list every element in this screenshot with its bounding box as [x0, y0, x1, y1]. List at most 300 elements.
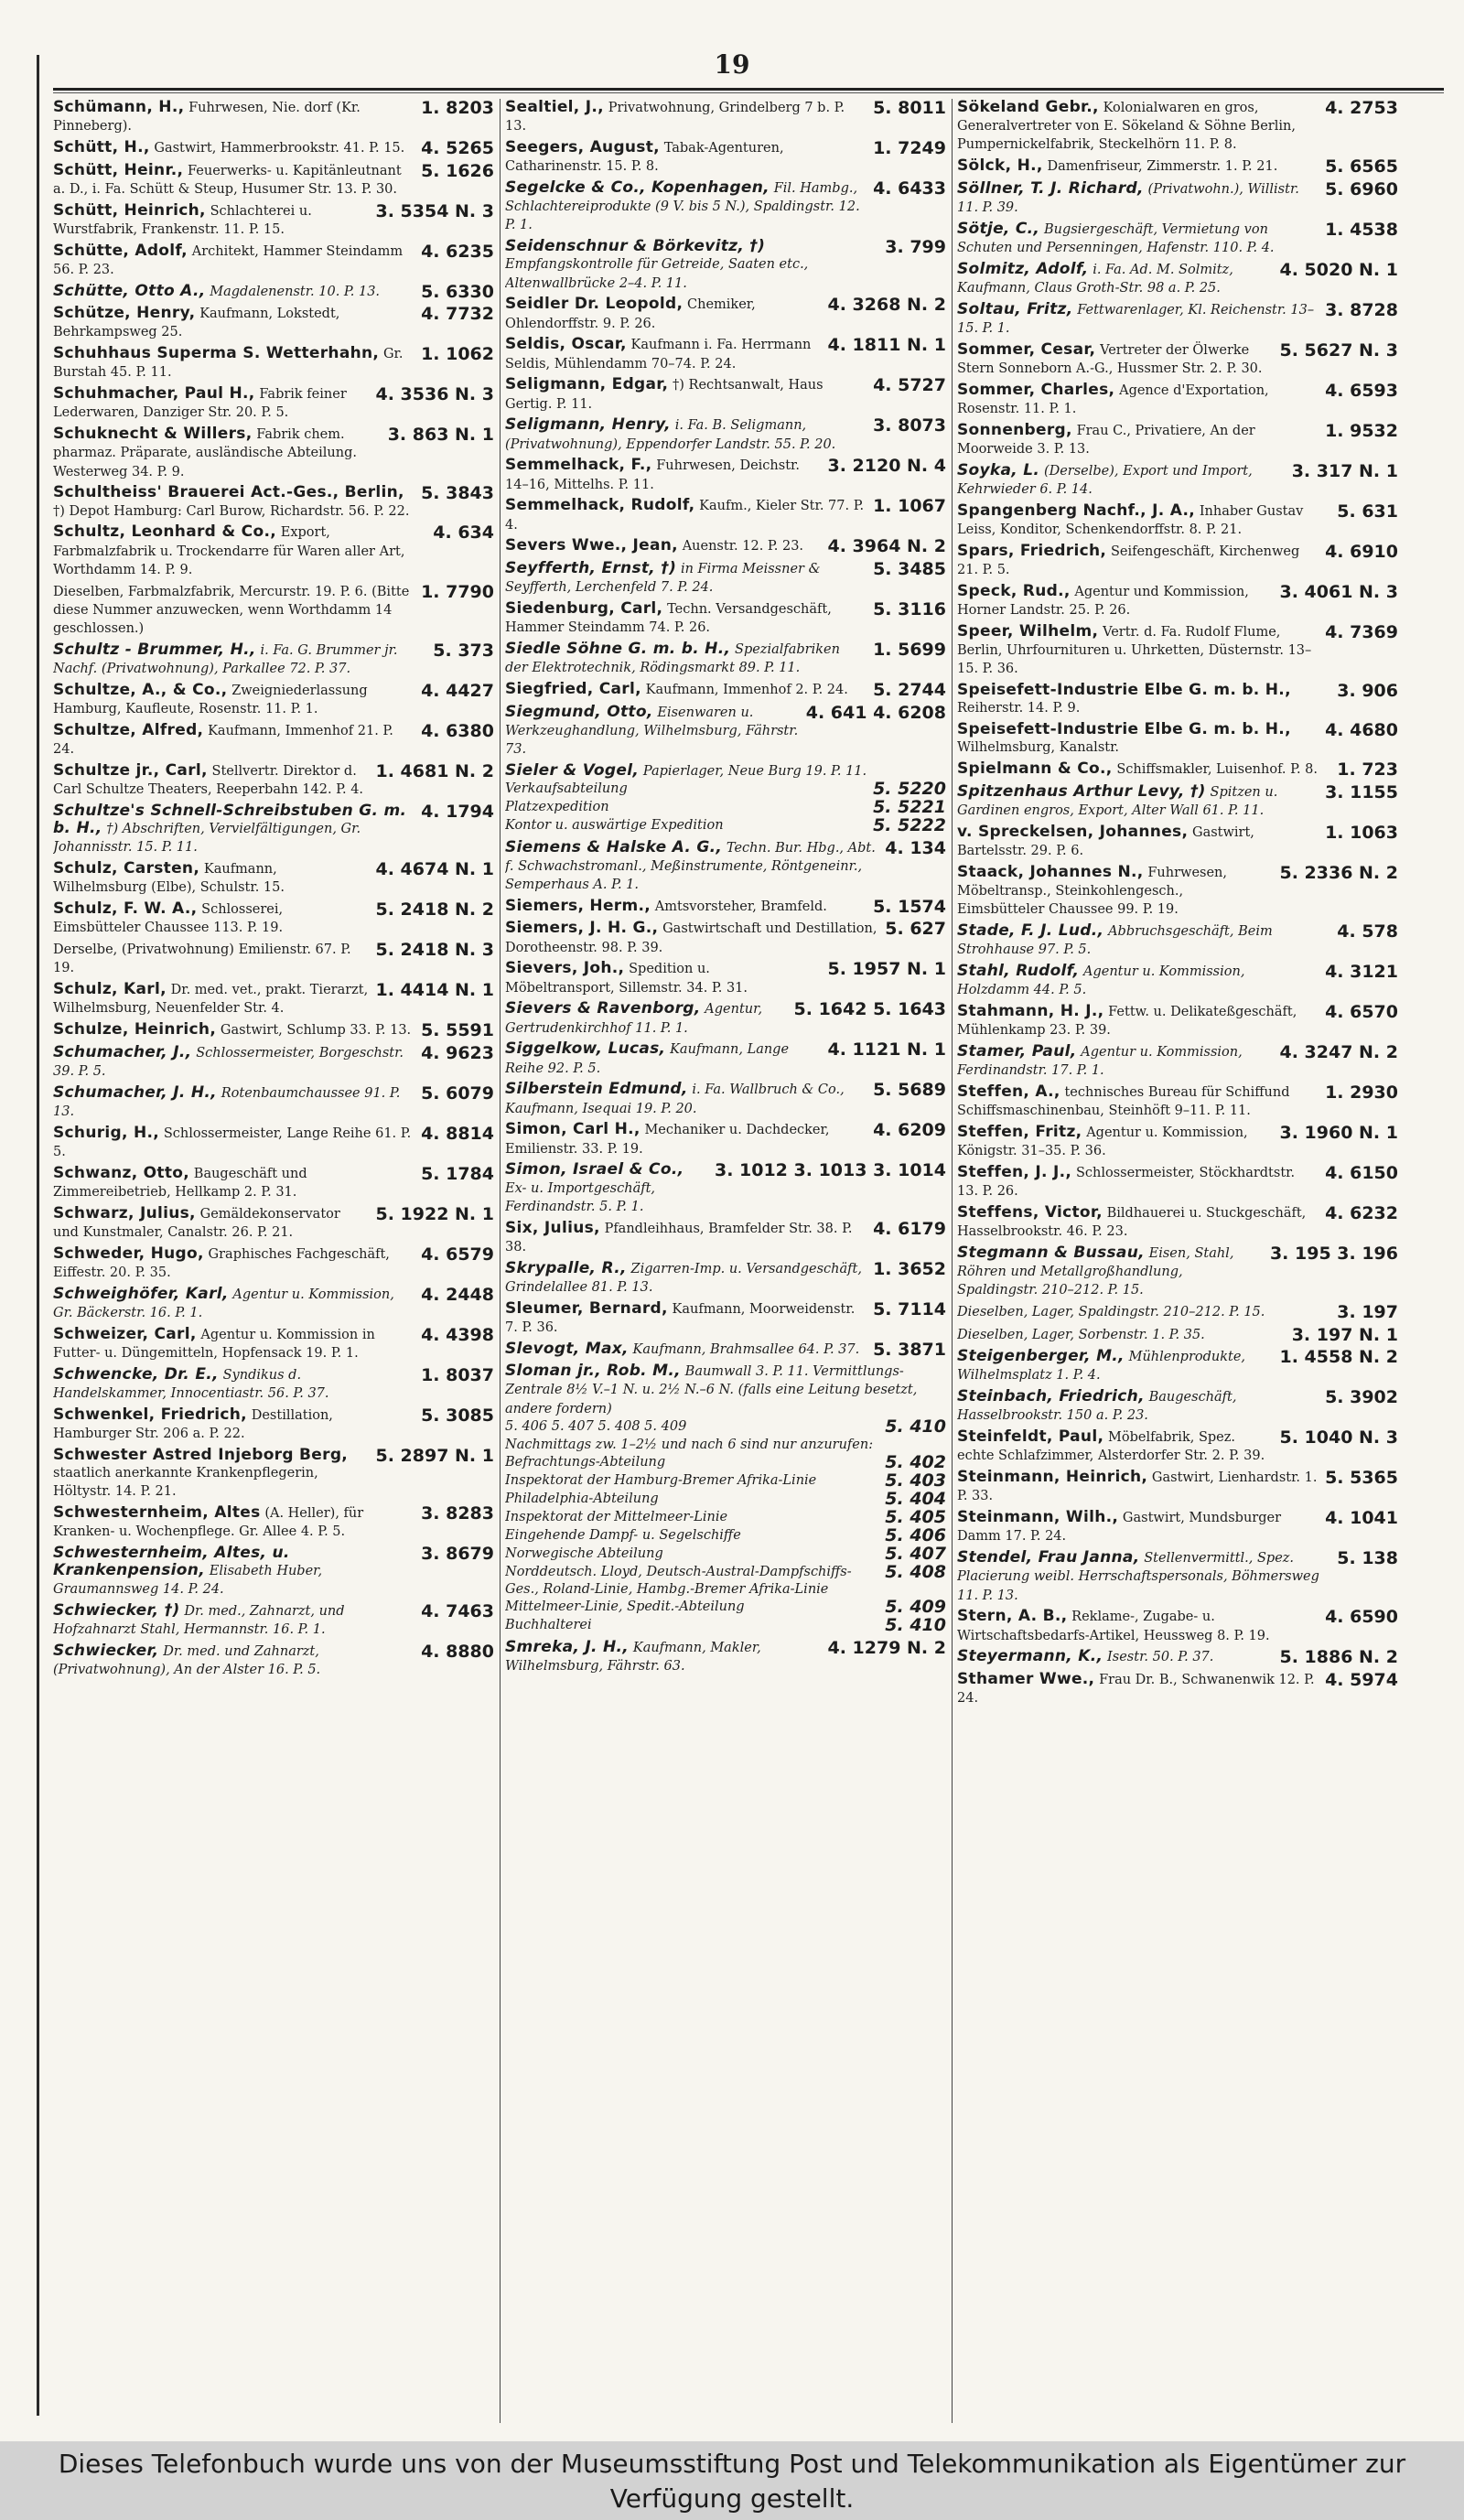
directory-entry: [505, 179, 948, 235]
entry-details: Bildhauerei u. Stuckgeschäft, Hasselbrookstr. 46. P. 23.: [957, 1205, 1307, 1239]
directory-entry: [957, 824, 1400, 860]
entry-details: Fabrik feiner Lederwaren, Danziger Str. 20. P. 5.: [53, 387, 347, 421]
header-rule: [53, 88, 1444, 91]
directory-entry: [957, 1549, 1400, 1605]
sub-entry: [505, 1418, 946, 1437]
entry-name: Schultz - Brummer, H.,: [53, 640, 256, 659]
entry-details: Schlossermeister, Stöckhardtstr. 13. P. 26.: [957, 1165, 1296, 1199]
sub-entry: [505, 1472, 946, 1491]
directory-entry: [505, 600, 948, 637]
entry-details: Gastwirt, Bartelsstr. 29. P. 6.: [957, 824, 1254, 858]
entry-name: Soltau, Fritz,: [957, 299, 1073, 318]
entry-details: Inhaber Gustav Leiss, Konditor, Schenkendorffstr. 8. P. 21.: [957, 503, 1304, 537]
entry-name: Sleumer, Bernard,: [505, 1298, 668, 1318]
phone-number: 4. 6590: [1325, 1607, 1398, 1628]
entry-name: Schultze, Alfred,: [53, 720, 204, 739]
phone-number: 3. 906: [1337, 681, 1398, 701]
entry-name: Steffen, A.,: [957, 1082, 1060, 1101]
phone-number: 5. 2418 N. 2: [375, 899, 494, 920]
entry-name: Six, Julius,: [505, 1218, 600, 1237]
phone-number: 5. 2897 N. 1: [375, 1445, 494, 1466]
entry-details: Stellvertr. Direktor d. Carl Schultze Theaters, Reeperbahn 142. P. 4.: [53, 763, 364, 797]
directory-entry: [53, 242, 496, 279]
directory-entry: [957, 760, 1400, 780]
entry-details: i. Fa. G. Brummer jr. Nachf. (Privatwohnung), Parkallee 72. P. 37.: [53, 642, 398, 676]
entry-name: Sthamer Wwe.,: [957, 1669, 1095, 1688]
entry-name: Schütte, Otto A.,: [53, 281, 206, 300]
phone-number: 5. 5689: [873, 1080, 946, 1101]
phone-number: 3. 5354 N. 3: [375, 200, 494, 221]
entry-details: Eisen, Stahl, Röhren und Metallgroßhandlung, Spaldingstr. 210–212. P. 15.: [957, 1245, 1234, 1298]
directory-entry: [957, 963, 1400, 999]
phone-number: 4. 4398: [421, 1324, 494, 1345]
directory-entry: [505, 296, 948, 332]
directory-entry: [957, 382, 1400, 418]
entry-details: Frau C., Privatiere, An der Moorweide 3. P. 13.: [957, 423, 1255, 457]
phone-number: 4. 3536 N. 3: [375, 384, 494, 405]
sub-entry: [505, 1509, 946, 1527]
directory-entry: [53, 139, 496, 158]
directory-entry: [957, 341, 1400, 378]
directory-entry: [505, 1341, 948, 1360]
entry-details: Fettw. u. Delikateßgeschäft, Mühlenkamp 23. P. 39.: [957, 1004, 1297, 1038]
phone-number: 3. 799: [885, 237, 946, 258]
sub-entry-label: Eingehende Dampf- u. Segelschiffe: [505, 1528, 741, 1543]
phone-number: 5. 1784: [421, 1163, 494, 1184]
entry-details: Schiffsmakler, Luisenhof. P. 8.: [1116, 762, 1319, 777]
entry-name: Seligmann, Edgar,: [505, 375, 669, 394]
phone-number: 1. 1063: [1325, 822, 1398, 843]
sub-entry: [505, 817, 946, 835]
entry-name: Schumacher, J. H.,: [53, 1082, 217, 1102]
directory-entry: [957, 1164, 1400, 1201]
entry-details: (A. Heller), für Kranken- u. Wochenpflege. Gr. Allee 4. P. 5.: [53, 1505, 364, 1539]
entry-name: Steffens, Victor,: [957, 1202, 1103, 1222]
phone-number: 5. 2418 N. 3: [375, 940, 494, 960]
phone-number: 4. 6433: [873, 178, 946, 199]
directory-entry: [957, 1303, 1400, 1322]
directory-entry: [505, 960, 948, 996]
directory-entry: [957, 583, 1400, 619]
entry-name: Steinfeldt, Paul,: [957, 1427, 1104, 1447]
entry-name: Schümann, H.,: [53, 99, 185, 116]
phone-number: 5. 407: [885, 1545, 946, 1564]
entry-name: Semmelhack, Rudolf,: [505, 496, 695, 515]
entry-details: Fil. Hambg., Schlachtereiprodukte (9 V. bis 5 N.), Spaldingstr. 12. P. 1.: [505, 181, 860, 233]
sub-entry: [505, 1491, 946, 1509]
directory-entry: [53, 1084, 496, 1121]
directory-entry: [53, 1021, 496, 1040]
directory-entry: [505, 839, 948, 895]
entry-details: Fabrik chem. pharmaz. Präparate, ausländische Abteilung. Westerweg 34. P. 9.: [53, 427, 357, 479]
directory-entry: [505, 238, 948, 293]
phone-number: 4. 5265: [421, 138, 494, 158]
entry-name: Seidler Dr. Leopold,: [505, 295, 684, 314]
entry-name: Sealtiel, J.,: [505, 99, 604, 116]
entry-details: Tabak-Agenturen, Catharinenstr. 15. P. 8.: [505, 141, 784, 175]
directory-entry: [53, 162, 496, 199]
phone-number: 4. 8880: [421, 1642, 494, 1662]
directory-entry: [53, 1504, 496, 1541]
directory-entry: [505, 920, 948, 956]
phone-number: 3. 8728: [1325, 299, 1398, 320]
phone-number: 5. 1574: [873, 896, 946, 917]
directory-entry: [957, 721, 1400, 757]
directory-entry: [505, 704, 948, 759]
phone-number: 1. 2930: [1325, 1082, 1398, 1103]
entry-details: Techn. Bur. Hbg., Abt. f. Schwachstromanl., Meßinstrumente, Röntgeneinr., Semperhaus A. P. 1.: [505, 840, 876, 892]
sub-entry-label: Verkaufsabteilung: [505, 781, 628, 796]
directory-entry: [505, 1220, 948, 1256]
entry-name: Schultze jr., Carl,: [53, 760, 208, 780]
entry-details: †) Abschriften, Vervielfältigungen, Gr. Johannisstr. 15. P. 11.: [53, 822, 361, 856]
phone-number: 5. 409: [885, 1599, 946, 1618]
directory-entry: [957, 1648, 1400, 1667]
entry-details: Gastwirt, Mundsburger Damm 17. P. 24.: [957, 1511, 1282, 1545]
entry-details: Syndikus d. Handelskammer, Innocentiastr. 56. P. 37.: [53, 1367, 329, 1401]
entry-name: Seligmann, Henry,: [505, 415, 671, 435]
directory-entry: [53, 722, 496, 759]
phone-number: 4. 6593: [1325, 380, 1398, 401]
directory-entry: [957, 1509, 1400, 1545]
phone-number: 1. 1067: [873, 496, 946, 517]
entry-details: Mechaniker u. Dachdecker, Emilienstr. 33. P. 19.: [505, 1123, 830, 1157]
entry-details: Derselbe, (Privatwohnung) Emilienstr. 67. P. 19.: [53, 942, 351, 976]
entry-details: Empfangskontrolle für Getreide, Saaten etc., Altenwallbrücke 2–4. P. 11.: [505, 257, 809, 291]
entry-name: Steigenberger, M.,: [957, 1347, 1125, 1366]
phone-number: 5. 1886 N. 2: [1279, 1647, 1398, 1668]
entry-name: Spangenberg Nachf., J. A.,: [957, 501, 1196, 520]
directory-entry: [957, 422, 1400, 458]
directory-entry: [505, 641, 948, 677]
phone-number: 3. 1012 3. 1013 3. 1014: [714, 1160, 946, 1181]
phone-number: 5. 3871: [873, 1339, 946, 1360]
phone-number: 1. 723: [1337, 759, 1398, 780]
column-divider: [952, 99, 953, 2423]
directory-entry: [53, 900, 496, 937]
phone-number: 5. 1626: [421, 160, 494, 181]
phone-number: 3. 197 N. 1: [1291, 1324, 1398, 1345]
entry-details: Auenstr. 12. P. 23.: [682, 539, 804, 555]
phone-number: 5. 1040 N. 3: [1279, 1427, 1398, 1448]
phone-number: 1. 1062: [421, 344, 494, 365]
entry-name: Schwiecker,: [53, 1642, 159, 1660]
directory-entry: [957, 462, 1400, 499]
directory-entry: [53, 583, 496, 639]
entry-name: Siemers, Herm.,: [505, 896, 651, 915]
directory-entry: [957, 180, 1400, 217]
entry-name: Sölck, H.,: [957, 156, 1043, 176]
directory-entry: [957, 1124, 1400, 1160]
phone-number: 4. 9623: [421, 1042, 494, 1063]
entry-name: Schütte, Adolf,: [53, 241, 188, 260]
phone-number: 1. 3652: [873, 1258, 946, 1279]
entry-name: Schulz, Karl,: [53, 980, 167, 998]
entry-name: Severs Wwe., Jean,: [505, 536, 678, 555]
entry-name: Silberstein Edmund,: [505, 1080, 688, 1099]
phone-number: 1. 8203: [421, 99, 494, 118]
entry-name: Seegers, August,: [505, 138, 660, 156]
entry-name: Simon, Israel & Co.,: [505, 1160, 684, 1179]
phone-number: 4. 3268 N. 2: [827, 295, 946, 316]
phone-number: 1. 7249: [873, 138, 946, 158]
entry-name: Spitzenhaus Arthur Levy, †): [957, 781, 1206, 801]
phone-number: 4. 578: [1337, 921, 1398, 942]
entry-details: Fettwarenlager, Kl. Reichenstr. 13–15. P. 1.: [957, 302, 1315, 336]
entry-name: Steffen, J. J.,: [957, 1162, 1072, 1181]
sub-entry: [505, 1454, 946, 1472]
entry-details: in Firma Meissner & Seyfferth, Lerchenfeld 7. P. 24.: [505, 562, 821, 596]
directory-entry: [53, 99, 496, 135]
directory-entry: [957, 221, 1400, 257]
entry-details: Gastwirt, Hammerbrookstr. 41. P. 15.: [154, 141, 405, 156]
entry-details: Schlossermeister, Borgeschstr. 39. P. 5.: [53, 1045, 404, 1079]
entry-details: Dieselben, Lager, Sorbenstr. 1. P. 35.: [957, 1327, 1205, 1342]
entry-details: Kaufmann, Wilhelmsburg (Elbe), Schulstr. 15.: [53, 862, 285, 896]
phone-number: 5. 6079: [421, 1082, 494, 1104]
phone-number: 3. 195 3. 196: [1269, 1243, 1398, 1264]
phone-number: 1. 4414 N. 1: [375, 980, 494, 1000]
phone-number: 4. 6579: [421, 1244, 494, 1265]
entry-name: Siegfried, Carl,: [505, 680, 641, 698]
directory-entry: [957, 301, 1400, 338]
directory-entry: [505, 139, 948, 176]
directory-entry: [957, 1428, 1400, 1465]
entry-details: Baugeschäft, Hasselbrookstr. 150 a. P. 23.: [957, 1390, 1237, 1424]
entry-details: Agentur u. Kommission, Königstr. 31–35. P. 36.: [957, 1125, 1248, 1158]
sub-entry-label: 5. 406 5. 407 5. 408 5. 409: [505, 1418, 687, 1434]
phone-number: 3. 2120 N. 4: [827, 456, 946, 477]
entry-name: Stade, F. J. Lud.,: [957, 921, 1104, 940]
entry-details: Kaufmann, Moorweidenstr. 7. P. 36.: [505, 1301, 856, 1335]
directory-entry: [505, 336, 948, 372]
phone-number: 5. 404: [885, 1491, 946, 1509]
entry-name: Schultze's Schnell-Schreibstuben G. m. b. H.,: [53, 801, 407, 837]
entry-name: Sieler & Vogel,: [505, 760, 640, 780]
phone-number: 4. 7732: [421, 304, 494, 325]
sub-entry: [505, 1564, 946, 1599]
entry-name: Seldis, Oscar,: [505, 335, 627, 354]
entry-name: Steinbach, Friedrich,: [957, 1387, 1145, 1406]
entry-name: Schuknecht & Willers,: [53, 425, 253, 444]
sub-entry: [505, 799, 946, 817]
sub-entry-label: Buchhalterei: [505, 1618, 592, 1633]
phone-number: 5. 410: [885, 1617, 946, 1636]
directory-entry: [53, 1125, 496, 1161]
phone-number: 5. 3843: [421, 483, 494, 504]
directory-entry: [957, 1348, 1400, 1384]
directory-entry: [53, 1545, 496, 1599]
entry-details: staatlich anerkannte Krankenpflegerin, Höltystr. 14. P. 21.: [53, 1465, 318, 1499]
entry-name: Siggelkow, Lucas,: [505, 1039, 666, 1059]
entry-details: Export, Farbmalzfabrik u. Trockendarre für Waren aller Art, Worthdamm 14. P. 9.: [53, 525, 405, 577]
directory-entry: [505, 537, 948, 556]
entry-name: Schultz, Leonhard & Co.,: [53, 522, 276, 542]
entry-details: Spedition u. Möbeltransport, Sillemstr. 34. P. 31.: [505, 962, 748, 996]
directory-entry: [505, 1362, 948, 1635]
entry-name: Schwencke, Dr. E.,: [53, 1364, 219, 1384]
entry-details: Rotenbaumchaussee 91. P. 13.: [53, 1085, 401, 1119]
entry-name: Schütt, Heinr.,: [53, 160, 184, 179]
entry-details: Techn. Versandgeschäft, Hammer Steindamm 74. P. 26.: [505, 602, 832, 636]
entry-details: Papierlager, Neue Burg 19. P. 11.: [642, 763, 867, 779]
entry-details: Vertreter der Ölwerke Stern Sonneborn A.-G., Hussmer Str. 2. P. 30.: [957, 342, 1263, 376]
entry-details: Agentur, Gertrudenkirchhof 11. P. 1.: [505, 1002, 763, 1036]
entry-details: †) Depot Hamburg: Carl Burow, Richardstr. 56. P. 22.: [53, 503, 410, 519]
entry-details: Agentur u. Kommission, Ferdinandstr. 17. P. 1.: [957, 1044, 1243, 1078]
entry-details: Agentur u. Kommission, Holzdamm 44. P. 5.: [957, 964, 1245, 997]
entry-details: Möbelfabrik, Spez. echte Schlafzimmer, Alsterdorfer Str. 2. P. 39.: [957, 1430, 1265, 1464]
phone-number: 5. 402: [885, 1454, 946, 1472]
entry-name: Seyfferth, Ernst, †): [505, 559, 677, 577]
phone-number: 5. 408: [885, 1564, 946, 1582]
entry-details: Gemäldekonservator und Kunstmaler, Canalstr. 26. P. 21.: [53, 1206, 340, 1240]
phone-number: 4. 6232: [1325, 1202, 1398, 1223]
entry-details: Kaufmann, Lokstedt, Behrkampsweg 25.: [53, 307, 340, 340]
directory-entry: [505, 1260, 948, 1297]
entry-details: Baugeschäft und Zimmereibetrieb, Hellkamp 2. P. 31.: [53, 1166, 307, 1200]
entry-details: Kolonialwaren en gros, Generalvertreter von E. Sökeland & Söhne Berlin, Pumpernickelfabrik, Steckelhörn 11. P. 8.: [957, 101, 1296, 153]
directory-entry: [957, 543, 1400, 579]
directory-entry: [957, 1003, 1400, 1039]
directory-entry: [53, 1447, 496, 1502]
entry-name: Skrypalle, R.,: [505, 1258, 627, 1277]
entry-details: (Derselbe), Export und Import, Kehrwieder 6. P. 14.: [957, 463, 1253, 497]
phone-number: 5. 403: [885, 1472, 946, 1491]
entry-details: Dieselben, Lager, Spaldingstr. 210–212. P. 15.: [957, 1305, 1265, 1319]
directory-entry: [957, 1326, 1400, 1345]
entry-name: Stahmann, H. J.,: [957, 1001, 1104, 1020]
directory-entry: [53, 1602, 496, 1639]
entry-name: Sievers, Joh.,: [505, 959, 625, 978]
phone-number: 4. 634: [433, 522, 494, 544]
directory-entry: [53, 1165, 496, 1201]
directory-entry: [957, 783, 1400, 820]
entry-name: Schwarz, Julius,: [53, 1203, 196, 1222]
entry-name: Schütt, H.,: [53, 138, 150, 156]
directory-entry: [505, 898, 948, 917]
directory-entry: [53, 641, 496, 678]
entry-name: Schütze, Henry,: [53, 304, 196, 323]
entry-details: Agence d'Exportation, Rosenstr. 11. P. 1.: [957, 382, 1269, 416]
entry-name: Schuhmacher, Paul H.,: [53, 384, 255, 404]
directory-entry: [53, 941, 496, 977]
entry-details: i. Fa. B. Seligmann, (Privatwohnung), Eppendorfer Landstr. 55. P. 20.: [505, 418, 836, 452]
entry-name: Sloman jr., Rob. M.,: [505, 1362, 681, 1381]
phone-number: 5. 6960: [1325, 178, 1398, 199]
sub-entry-label: Inspektorat der Hamburg-Bremer Afrika-Linie: [505, 1473, 817, 1488]
phone-number: 5. 7114: [873, 1298, 946, 1319]
entry-details: Schlossermeister, Lange Reihe 61. P. 5.: [53, 1125, 412, 1159]
entry-details: Abbruchsgeschäft, Beim Strohhause 97. P. 5.: [957, 923, 1273, 957]
entry-details: Damenfriseur, Zimmerstr. 1. P. 21.: [1047, 159, 1278, 175]
entry-name: Spielmann & Co.,: [957, 759, 1113, 778]
entry-name: Speer, Wilhelm,: [957, 621, 1099, 641]
directory-entry: [53, 1366, 496, 1403]
phone-number: 4. 4680: [1325, 720, 1398, 740]
phone-number: 4. 1121 N. 1: [827, 1039, 946, 1061]
phone-number: 5. 5365: [1325, 1468, 1398, 1489]
phone-number: 5. 5220: [873, 781, 946, 799]
phone-number: 3. 197: [1337, 1302, 1398, 1322]
entry-name: Solmitz, Adolf,: [957, 259, 1089, 278]
entry-name: Siegmund, Otto,: [505, 702, 653, 721]
entry-details: Fuhrwesen, Deichstr. 14–16, Mittelhs. P. 11.: [505, 458, 800, 492]
directory-entry: [505, 1300, 948, 1337]
entry-details: Spezialfabriken der Elektrotechnik, Rödingsmarkt 89. P. 11.: [505, 642, 840, 676]
entry-name: Slevogt, Max,: [505, 1339, 629, 1358]
entry-details: Kaufmann, Lange Reihe 92. P. 5.: [505, 1042, 790, 1076]
directory-entry: [957, 922, 1400, 959]
entry-name: Schultze, A., & Co.,: [53, 680, 228, 699]
entry-name: Schwesternheim, Altes: [53, 1502, 261, 1522]
entry-details: Dr. med. vet., prakt. Tierarzt, Wilhelmsburg, Neuenfelder Str. 4.: [53, 983, 369, 1017]
directory-entry: [957, 1388, 1400, 1425]
directory-entry: [53, 682, 496, 718]
entry-name: Soyka, L.: [957, 460, 1040, 479]
phone-number: 4. 6179: [873, 1218, 946, 1239]
sub-entry-label: Philadelphia-Abteilung: [505, 1492, 659, 1506]
page-number: 19: [714, 49, 750, 80]
directory-entry: [957, 682, 1400, 717]
phone-number: 4. 4427: [421, 680, 494, 701]
entry-details: Dr. med. und Zahnarzt, (Privatwohnung), An der Alster 16. P. 5.: [53, 1644, 321, 1678]
phone-number: 4. 6150: [1325, 1162, 1398, 1183]
entry-details: Dieselben, Farbmalzfabrik, Mercurstr. 19. P. 6. (Bitte diese Nummer anzuwecken, wenn Worthdamm 14 geschlossen.): [53, 584, 410, 636]
entry-name: Speisefett-Industrie Elbe G. m. b. H.,: [957, 681, 1291, 699]
directory-entry: [505, 560, 948, 597]
phone-number: 4. 5727: [873, 375, 946, 396]
entry-details: Mühlenprodukte, Wilhelmsplatz 1. P. 4.: [957, 1350, 1246, 1384]
directory-entry: [53, 1286, 496, 1322]
entry-details: Isestr. 50. P. 37.: [1107, 1650, 1214, 1665]
page-edge-rule: [37, 55, 39, 2416]
entry-details: (Privatwohn.), Willistr. 11. P. 39.: [957, 181, 1299, 215]
phone-number: 3. 1155: [1325, 781, 1398, 802]
sub-entry-label: Befrachtungs-Abteilung: [505, 1455, 666, 1470]
entry-name: Schwiecker, †): [53, 1601, 180, 1620]
directory-entry: [957, 1608, 1400, 1644]
phone-number: 5. 627: [885, 919, 946, 940]
entry-details: Kaufmann, Immenhof 21. P. 24.: [53, 723, 393, 757]
directory-entry: [505, 457, 948, 493]
directory-entry: [957, 1043, 1400, 1080]
phone-number: 4. 3247 N. 2: [1279, 1041, 1398, 1062]
entry-details: i. Fa. Wallbruch & Co., Kaufmann, Isequai 19. P. 20.: [505, 1082, 845, 1116]
phone-number: 5. 406: [885, 1527, 946, 1545]
sub-entry: [505, 1527, 946, 1545]
entry-name: Segelcke & Co., Kopenhagen,: [505, 178, 770, 197]
entry-details: Feuerwerks- u. Kapitänleutnant a. D., i. Fa. Schütt & Steup, Husumer Str. 13. P. 30.: [53, 163, 402, 197]
directory-entry: [957, 1469, 1400, 1505]
directory-entry: [53, 385, 496, 422]
entry-name: Stendel, Frau Janna,: [957, 1548, 1140, 1567]
entry-name: Schwenkel, Friedrich,: [53, 1405, 247, 1424]
phone-number: 1. 8037: [421, 1364, 494, 1385]
phone-number: 5. 6330: [421, 281, 494, 302]
entry-name: Sievers & Ravenborg,: [505, 999, 701, 1018]
directory-entry: [53, 1326, 496, 1362]
phone-number: 5. 2744: [873, 680, 946, 700]
directory-entry: [53, 1406, 496, 1443]
entry-name: Stern, A. B.,: [957, 1607, 1068, 1626]
entry-details: Gr. Burstah 45. P. 11.: [53, 347, 404, 381]
phone-number: 4. 3964 N. 2: [827, 536, 946, 557]
directory-entry: [53, 345, 496, 382]
phone-number: 3. 1960 N. 1: [1279, 1122, 1398, 1143]
sub-entry-label: Nachmittags zw. 1–2½ und nach 6 sind nur anzurufen:: [505, 1437, 874, 1452]
entry-name: Sommer, Cesar,: [957, 339, 1096, 359]
